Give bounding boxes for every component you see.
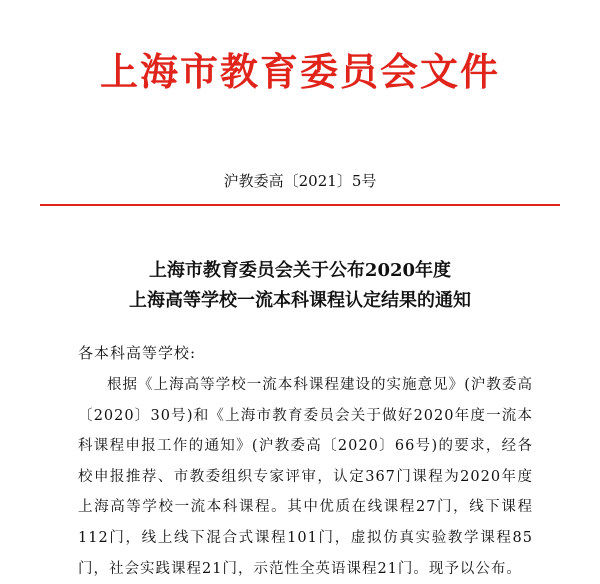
salutation: 各本科高等学校: — [78, 344, 197, 362]
issuer-title: 上海市教育委员会文件 — [99, 50, 500, 94]
document-number: 沪教委高〔2021〕5号 — [223, 172, 377, 190]
notice-title — [0, 256, 600, 316]
body-paragraph: 根据《上海高等学校一流本科课程建设的实施意见》(沪教委高〔2020〕30号)和《上海市教育委员会关于做好2020年度一流本科课程申报工作的通知》(沪教委高〔2020〕66号)的要求，经各校申报推荐、市教委组织专家评审，认定367门课程为2020年度上海高等学校一流本科课程。其中优质在线课程27门，线下课程112门，线上线下混合式课程101门，虚拟仿真实验教学课程85门，社会实践课程21门，示范性全英语课程21门。现予以公布。 — [78, 377, 533, 577]
notice-title-line-2: 上海高等学校一流本科课程认定结果的通知 — [129, 290, 471, 311]
red-divider-line — [40, 204, 560, 206]
notice-title-line-1: 上海市教育委员会关于公布2020年度 — [148, 260, 452, 281]
